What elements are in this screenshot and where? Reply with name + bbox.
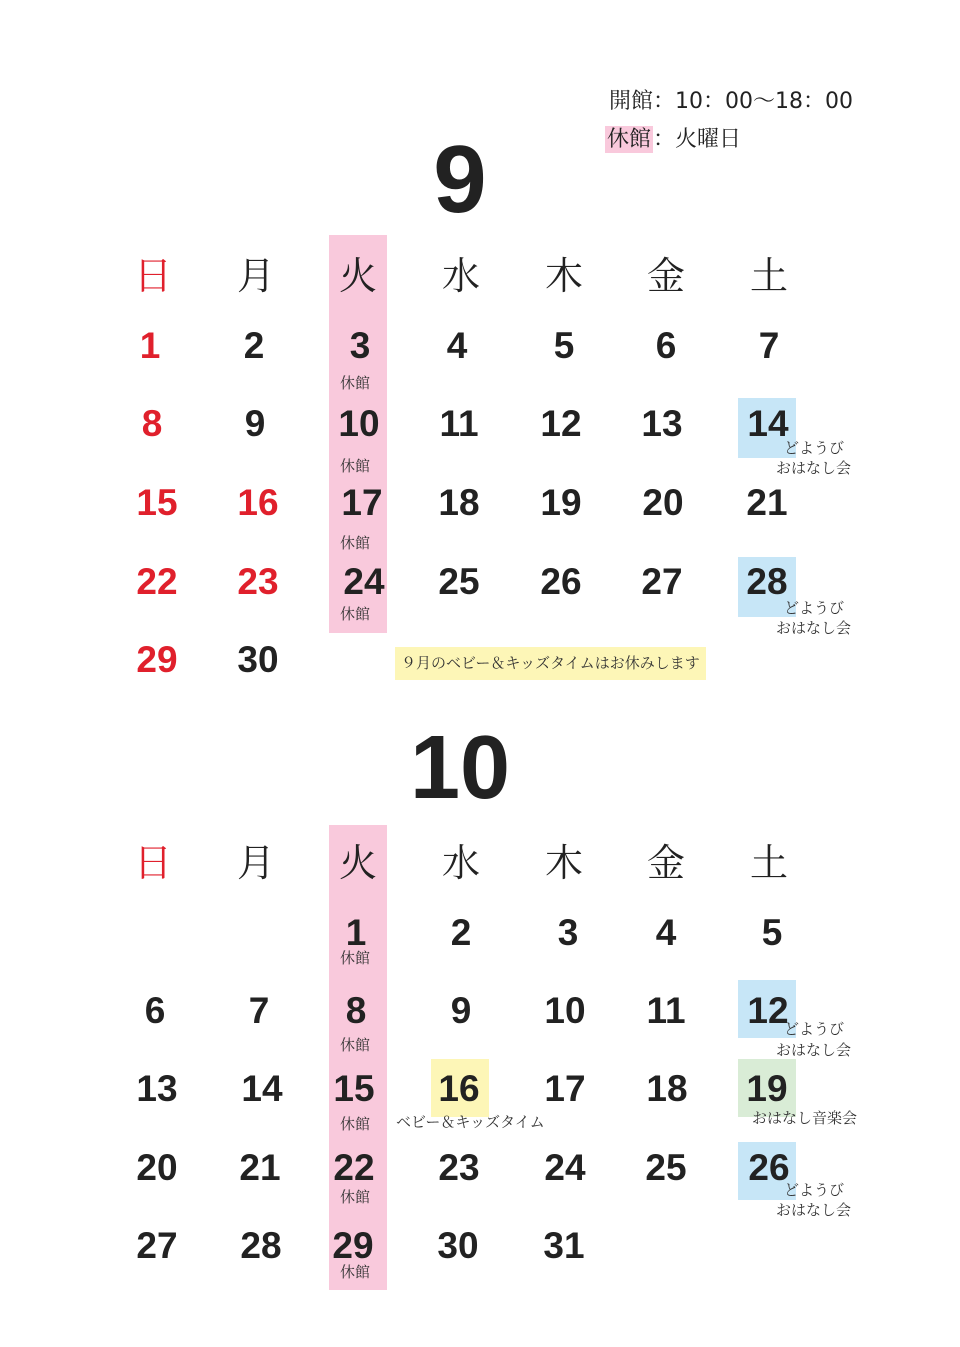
calendar-day: 21 — [746, 482, 788, 523]
calendar-day: 5 — [761, 912, 783, 953]
calendar-day: 26 — [540, 561, 582, 602]
closed-note: 休館 — [340, 1188, 371, 1206]
storytime-label: どようび — [784, 599, 845, 617]
storytime-label: おはなし会 — [776, 459, 852, 477]
calendar-day: 21 — [239, 1147, 281, 1188]
calendar-day: 3 — [349, 325, 371, 366]
calendar-day: 5 — [553, 325, 575, 366]
closed-day-label: 休館 — [607, 127, 652, 152]
calendar-day: 10 — [544, 990, 586, 1031]
weekday-mon: 月 — [236, 841, 275, 885]
calendar-day: 4 — [655, 912, 677, 953]
calendar-day: 30 — [237, 639, 279, 680]
calendar-day: 25 — [438, 561, 480, 602]
weekday-wed: 水 — [441, 841, 480, 885]
closed-note: 休館 — [340, 1263, 371, 1281]
calendar-day: 19 — [746, 1068, 788, 1109]
calendar-day: 12 — [747, 990, 789, 1031]
weekday-sat: 土 — [749, 841, 788, 885]
baby-kids-label: ベビー＆キッズタイム — [396, 1113, 545, 1131]
closed-note: 休館 — [340, 1036, 371, 1054]
closed-note: 休館 — [340, 534, 371, 552]
calendar-day: 17 — [341, 482, 383, 523]
calendar-day: 1 — [345, 912, 367, 953]
storytime-label: おはなし会 — [776, 1041, 852, 1059]
storytime-label: どようび — [784, 1181, 845, 1199]
calendar-day: 9 — [450, 990, 472, 1031]
calendar-day: 31 — [543, 1225, 585, 1266]
calendar-day: 19 — [540, 482, 582, 523]
calendar-day: 23 — [237, 561, 279, 602]
calendar-day: 11 — [646, 990, 686, 1031]
music-label: おはなし音楽会 — [752, 1109, 858, 1127]
calendar-day: 22 — [136, 561, 178, 602]
calendar-day: 28 — [240, 1225, 282, 1266]
opening-hours-time: 10：00〜18：00 — [675, 89, 854, 114]
calendar-day: 27 — [136, 1225, 178, 1266]
closed-note: 休館 — [340, 1115, 371, 1133]
weekday-sun: 日 — [133, 841, 172, 885]
calendar-day: 16 — [438, 1068, 480, 1109]
storytime-label: どようび — [784, 1020, 845, 1038]
calendar-day: 2 — [243, 325, 265, 366]
calendar-day: 18 — [646, 1068, 688, 1109]
weekday-thu: 木 — [544, 254, 583, 298]
calendar-day: 26 — [748, 1147, 790, 1188]
weekday-tue: 火 — [338, 841, 377, 885]
opening-hours-label: 開館 — [609, 89, 654, 114]
storytime-label: どようび — [784, 439, 845, 457]
calendar-day: 28 — [746, 561, 788, 602]
baby-kids-suspended-notice: ９月のベビー＆キッズタイムはお休みします — [395, 647, 706, 680]
weekday-wed: 水 — [441, 254, 480, 298]
month-title-september: 9 — [433, 126, 487, 233]
calendar-day: 13 — [136, 1068, 178, 1109]
weekday-mon: 月 — [236, 254, 275, 298]
calendar-day: 8 — [345, 990, 367, 1031]
calendar-day: 17 — [544, 1068, 586, 1109]
calendar-day: 6 — [655, 325, 677, 366]
closed-day-value: 火曜日 — [675, 127, 742, 152]
calendar-day: 22 — [333, 1147, 375, 1188]
calendar-day: 20 — [136, 1147, 178, 1188]
weekday-thu: 木 — [544, 841, 583, 885]
closed-note: 休館 — [340, 457, 371, 475]
closed-note: 休館 — [340, 374, 371, 392]
calendar-day: 6 — [144, 990, 166, 1031]
weekday-sat: 土 — [749, 254, 788, 298]
month-title-october: 10 — [409, 718, 511, 818]
calendar-day: 3 — [557, 912, 579, 953]
calendar-day: 29 — [136, 639, 178, 680]
opening-hours — [609, 84, 853, 115]
weekday-tue: 火 — [338, 254, 377, 298]
weekday-fri: 金 — [646, 841, 685, 885]
storytime-label: おはなし会 — [776, 619, 852, 637]
calendar-day: 25 — [645, 1147, 687, 1188]
calendar-day: 30 — [437, 1225, 479, 1266]
weekday-sun: 日 — [133, 254, 172, 298]
calendar-day: 12 — [540, 403, 582, 444]
calendar-day: 11 — [439, 403, 479, 444]
storytime-label: おはなし会 — [776, 1201, 852, 1219]
calendar-day: 15 — [136, 482, 178, 523]
calendar-day: 9 — [244, 403, 266, 444]
calendar-day: 8 — [141, 403, 163, 444]
tuesday-closed-band-october — [329, 825, 387, 1290]
calendar-day: 20 — [642, 482, 684, 523]
calendar-day: 1 — [139, 325, 161, 366]
calendar-day: 24 — [343, 561, 385, 602]
calendar-day: 4 — [446, 325, 468, 366]
calendar-day: 14 — [241, 1068, 283, 1109]
calendar-day: 13 — [641, 403, 683, 444]
calendar-day: 29 — [332, 1225, 374, 1266]
closed-note: 休館 — [340, 949, 371, 967]
calendar-day: 18 — [438, 482, 480, 523]
calendar-day: 24 — [544, 1147, 586, 1188]
opening-hours-separator: ： — [653, 89, 676, 114]
calendar-day: 2 — [450, 912, 472, 953]
calendar-day: 15 — [333, 1068, 375, 1109]
calendar-day: 23 — [438, 1147, 480, 1188]
calendar-day: 7 — [758, 325, 780, 366]
calendar-day: 16 — [237, 482, 279, 523]
calendar-day: 7 — [248, 990, 270, 1031]
calendar-day: 14 — [747, 403, 789, 444]
calendar-day: 27 — [641, 561, 683, 602]
closed-day-separator: ： — [653, 127, 676, 152]
closed-note: 休館 — [340, 605, 371, 623]
calendar-day: 10 — [338, 403, 380, 444]
weekday-fri: 金 — [646, 254, 685, 298]
